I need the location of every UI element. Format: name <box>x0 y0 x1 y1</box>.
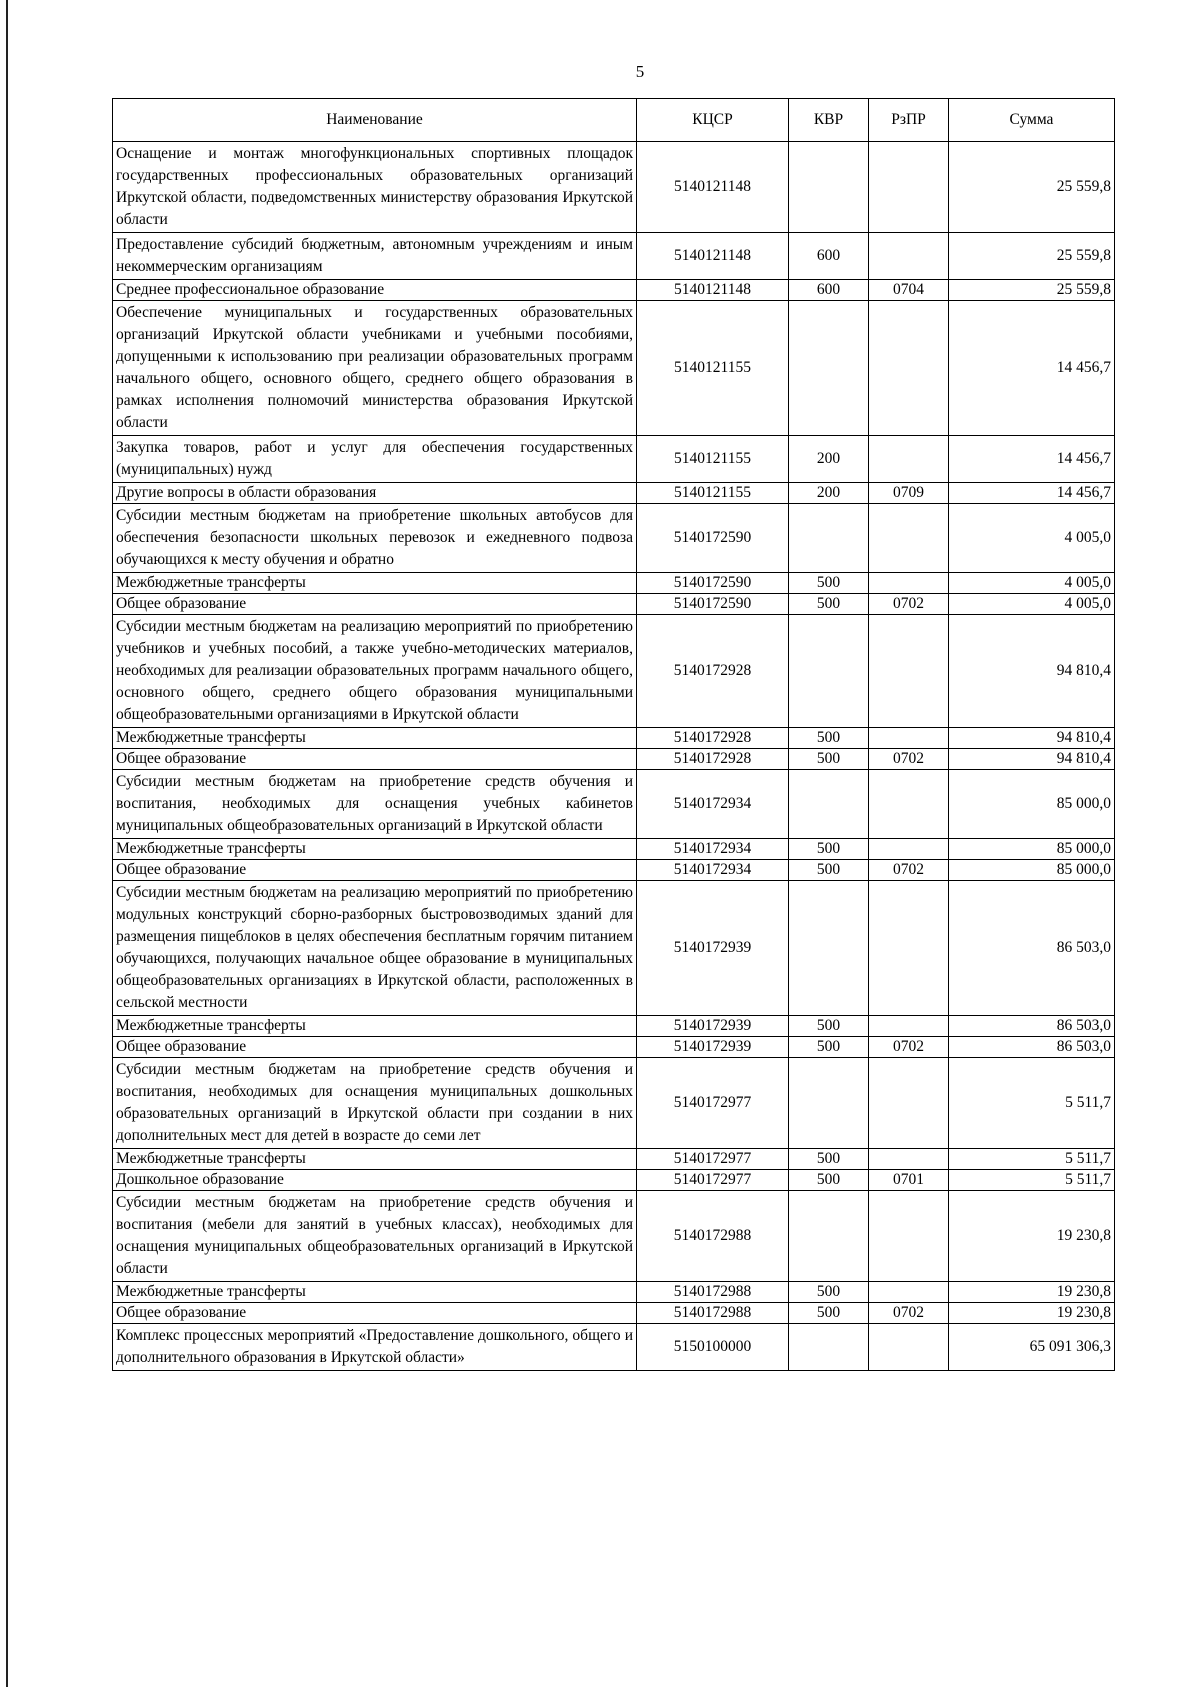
cell-name: Общее образование <box>113 1303 637 1324</box>
cell-rzpr <box>869 839 949 860</box>
cell-sum: 85 000,0 <box>949 860 1115 881</box>
cell-kvr: 500 <box>789 594 869 615</box>
cell-kcsr: 5140172590 <box>637 504 789 573</box>
table-row <box>113 1037 1115 1058</box>
table-row <box>113 280 1115 301</box>
cell-kvr: 600 <box>789 280 869 301</box>
table-row <box>113 728 1115 749</box>
cell-sum: 85 000,0 <box>949 770 1115 839</box>
cell-rzpr: 0709 <box>869 483 949 504</box>
table-header-row <box>113 99 1115 142</box>
cell-kvr: 500 <box>789 860 869 881</box>
cell-kcsr: 5140121148 <box>637 280 789 301</box>
cell-kvr <box>789 301 869 436</box>
page-number: 5 <box>635 62 645 81</box>
cell-rzpr <box>869 142 949 233</box>
cell-kvr: 200 <box>789 436 869 483</box>
cell-kvr: 500 <box>789 728 869 749</box>
cell-sum: 19 230,8 <box>949 1303 1115 1324</box>
table-row <box>113 1282 1115 1303</box>
cell-kvr: 200 <box>789 483 869 504</box>
cell-name: Межбюджетные трансферты <box>113 1016 637 1037</box>
cell-sum: 86 503,0 <box>949 1016 1115 1037</box>
cell-sum: 86 503,0 <box>949 1037 1115 1058</box>
table-row <box>113 1191 1115 1282</box>
scan-left-edge <box>6 0 8 1687</box>
header-kcsr: КЦСР <box>637 99 789 142</box>
cell-rzpr: 0702 <box>869 749 949 770</box>
cell-name: Предоставление субсидий бюджетным, автономным учреждениям и иным некоммерческим организациям <box>113 233 637 280</box>
cell-sum: 85 000,0 <box>949 839 1115 860</box>
cell-name: Общее образование <box>113 749 637 770</box>
cell-sum: 25 559,8 <box>949 280 1115 301</box>
cell-rzpr <box>869 1058 949 1149</box>
cell-kcsr: 5140121155 <box>637 483 789 504</box>
cell-rzpr: 0702 <box>869 860 949 881</box>
cell-kvr <box>789 1191 869 1282</box>
cell-rzpr: 0702 <box>869 594 949 615</box>
cell-rzpr <box>869 1149 949 1170</box>
cell-name: Межбюджетные трансферты <box>113 1282 637 1303</box>
cell-name: Оснащение и монтаж многофункциональных спортивных площадок государственных профессиональных образовательных организаций Иркутской области, подведомственных министерству образования Иркутской области <box>113 142 637 233</box>
cell-name: Субсидии местным бюджетам на приобретение средств обучения и воспитания, необходимых для оснащения муниципальных дошкольных образовательных организаций в Иркутской области при создании в них дополнительных мест для детей в возрасте до семи лет <box>113 1058 637 1149</box>
header-sum: Сумма <box>949 99 1115 142</box>
cell-rzpr: 0702 <box>869 1303 949 1324</box>
cell-kcsr: 5140172934 <box>637 839 789 860</box>
cell-kvr: 500 <box>789 749 869 770</box>
cell-kcsr: 5140172988 <box>637 1282 789 1303</box>
table-row <box>113 142 1115 233</box>
cell-name: Дошкольное образование <box>113 1170 637 1191</box>
table-row <box>113 233 1115 280</box>
cell-sum: 94 810,4 <box>949 728 1115 749</box>
cell-rzpr <box>869 1191 949 1282</box>
table-row <box>113 436 1115 483</box>
cell-kvr <box>789 770 869 839</box>
cell-kcsr: 5140121148 <box>637 233 789 280</box>
table-row <box>113 860 1115 881</box>
table-row <box>113 1170 1115 1191</box>
budget-table-container <box>112 98 1114 1371</box>
header-kvr: КВР <box>789 99 869 142</box>
cell-kcsr: 5140172939 <box>637 881 789 1016</box>
table-row <box>113 1058 1115 1149</box>
cell-kcsr: 5140172928 <box>637 749 789 770</box>
cell-kcsr: 5140172988 <box>637 1191 789 1282</box>
cell-kcsr: 5140172590 <box>637 573 789 594</box>
table-row <box>113 881 1115 1016</box>
table-row <box>113 594 1115 615</box>
cell-name: Межбюджетные трансферты <box>113 728 637 749</box>
cell-name: Межбюджетные трансферты <box>113 573 637 594</box>
cell-kcsr: 5140121148 <box>637 142 789 233</box>
cell-name: Комплекс процессных мероприятий «Предоставление дошкольного, общего и дополнительного образования в Иркутской области» <box>113 1324 637 1371</box>
table-row <box>113 483 1115 504</box>
table-row <box>113 770 1115 839</box>
cell-name: Другие вопросы в области образования <box>113 483 637 504</box>
cell-kvr: 500 <box>789 1016 869 1037</box>
budget-table <box>112 98 1115 1371</box>
cell-sum: 5 511,7 <box>949 1149 1115 1170</box>
cell-kcsr: 5140121155 <box>637 301 789 436</box>
cell-kcsr: 5140172934 <box>637 860 789 881</box>
cell-sum: 5 511,7 <box>949 1058 1115 1149</box>
cell-kcsr: 5140172988 <box>637 1303 789 1324</box>
cell-rzpr <box>869 436 949 483</box>
cell-name: Субсидии местным бюджетам на приобретение средств обучения и воспитания, необходимых для оснащения учебных кабинетов муниципальных общеобразовательных организаций в Иркутской области <box>113 770 637 839</box>
cell-rzpr <box>869 770 949 839</box>
cell-kvr: 500 <box>789 1170 869 1191</box>
cell-kvr: 500 <box>789 1282 869 1303</box>
cell-rzpr: 0704 <box>869 280 949 301</box>
cell-sum: 25 559,8 <box>949 142 1115 233</box>
cell-sum: 65 091 306,3 <box>949 1324 1115 1371</box>
cell-rzpr <box>869 1282 949 1303</box>
table-row <box>113 504 1115 573</box>
cell-kvr <box>789 504 869 573</box>
cell-name: Общее образование <box>113 1037 637 1058</box>
cell-name: Закупка товаров, работ и услуг для обеспечения государственных (муниципальных) нужд <box>113 436 637 483</box>
cell-kvr <box>789 1058 869 1149</box>
cell-name: Субсидии местным бюджетам на приобретение школьных автобусов для обеспечения безопасности школьных перевозок и ежедневного подвоза обучающихся к месту обучения и обратно <box>113 504 637 573</box>
cell-rzpr <box>869 615 949 728</box>
cell-kcsr: 5140172928 <box>637 615 789 728</box>
cell-sum: 94 810,4 <box>949 749 1115 770</box>
cell-sum: 4 005,0 <box>949 504 1115 573</box>
cell-kcsr: 5140172977 <box>637 1149 789 1170</box>
cell-rzpr <box>869 573 949 594</box>
cell-sum: 19 230,8 <box>949 1282 1115 1303</box>
cell-sum: 19 230,8 <box>949 1191 1115 1282</box>
cell-kvr: 500 <box>789 1149 869 1170</box>
cell-kcsr: 5140172939 <box>637 1037 789 1058</box>
cell-name: Субсидии местным бюджетам на приобретение средств обучения и воспитания (мебели для занятий в учебных классах), необходимых для оснащения муниципальных общеобразовательных организаций в Иркутской области <box>113 1191 637 1282</box>
cell-kcsr: 5140172590 <box>637 594 789 615</box>
cell-kcsr: 5140121155 <box>637 436 789 483</box>
table-row <box>113 615 1115 728</box>
cell-name: Субсидии местным бюджетам на реализацию мероприятий по приобретению модульных конструкций сборно-разборных быстровозводимых зданий для размещения пищеблоков в целях обеспечения бесплатным горячим питанием обучающихся, получающих начальное общее образование в муниципальных общеобразовательных организациях в Иркутской области, расположенных в сельской местности <box>113 881 637 1016</box>
cell-name: Субсидии местным бюджетам на реализацию мероприятий по приобретению учебников и учебных пособий, а также учебно-методических материалов, необходимых для реализации образовательных программ начального общего, основного общего, среднего общего образования муниципальными общеобразовательными организациями в Иркутской области <box>113 615 637 728</box>
cell-rzpr <box>869 233 949 280</box>
table-row <box>113 1149 1115 1170</box>
table-row <box>113 1324 1115 1371</box>
cell-name: Межбюджетные трансферты <box>113 839 637 860</box>
cell-kvr <box>789 881 869 1016</box>
table-row <box>113 1303 1115 1324</box>
table-row <box>113 1016 1115 1037</box>
header-name: Наименование <box>113 99 637 142</box>
table-body <box>113 142 1115 1371</box>
cell-kcsr: 5140172977 <box>637 1170 789 1191</box>
cell-rzpr <box>869 881 949 1016</box>
cell-sum: 4 005,0 <box>949 594 1115 615</box>
table-row <box>113 573 1115 594</box>
cell-sum: 86 503,0 <box>949 881 1115 1016</box>
cell-name: Общее образование <box>113 594 637 615</box>
cell-kvr <box>789 615 869 728</box>
cell-sum: 94 810,4 <box>949 615 1115 728</box>
cell-rzpr <box>869 728 949 749</box>
cell-kcsr: 5150100000 <box>637 1324 789 1371</box>
cell-sum: 25 559,8 <box>949 233 1115 280</box>
cell-sum: 14 456,7 <box>949 483 1115 504</box>
cell-kvr: 600 <box>789 233 869 280</box>
cell-kvr <box>789 1324 869 1371</box>
cell-rzpr: 0702 <box>869 1037 949 1058</box>
cell-kvr: 500 <box>789 1303 869 1324</box>
cell-kvr <box>789 142 869 233</box>
cell-sum: 14 456,7 <box>949 436 1115 483</box>
cell-rzpr <box>869 504 949 573</box>
cell-rzpr: 0701 <box>869 1170 949 1191</box>
cell-sum: 14 456,7 <box>949 301 1115 436</box>
cell-name: Общее образование <box>113 860 637 881</box>
cell-kvr: 500 <box>789 839 869 860</box>
cell-kvr: 500 <box>789 573 869 594</box>
header-rzpr: РзПР <box>869 99 949 142</box>
cell-kcsr: 5140172934 <box>637 770 789 839</box>
cell-rzpr <box>869 1324 949 1371</box>
cell-name: Обеспечение муниципальных и государственных образовательных организаций Иркутской области учебниками и учебными пособиями, допущенными к использованию при реализации образовательных программ начального общего, основного общего, среднего общего образования в рамках исполнения полномочий министерства образования Иркутской области <box>113 301 637 436</box>
cell-rzpr <box>869 1016 949 1037</box>
table-row <box>113 839 1115 860</box>
cell-kvr: 500 <box>789 1037 869 1058</box>
cell-kcsr: 5140172977 <box>637 1058 789 1149</box>
table-row <box>113 301 1115 436</box>
cell-rzpr <box>869 301 949 436</box>
cell-sum: 4 005,0 <box>949 573 1115 594</box>
cell-sum: 5 511,7 <box>949 1170 1115 1191</box>
cell-kcsr: 5140172928 <box>637 728 789 749</box>
cell-kcsr: 5140172939 <box>637 1016 789 1037</box>
cell-name: Среднее профессиональное образование <box>113 280 637 301</box>
cell-name: Межбюджетные трансферты <box>113 1149 637 1170</box>
table-row <box>113 749 1115 770</box>
